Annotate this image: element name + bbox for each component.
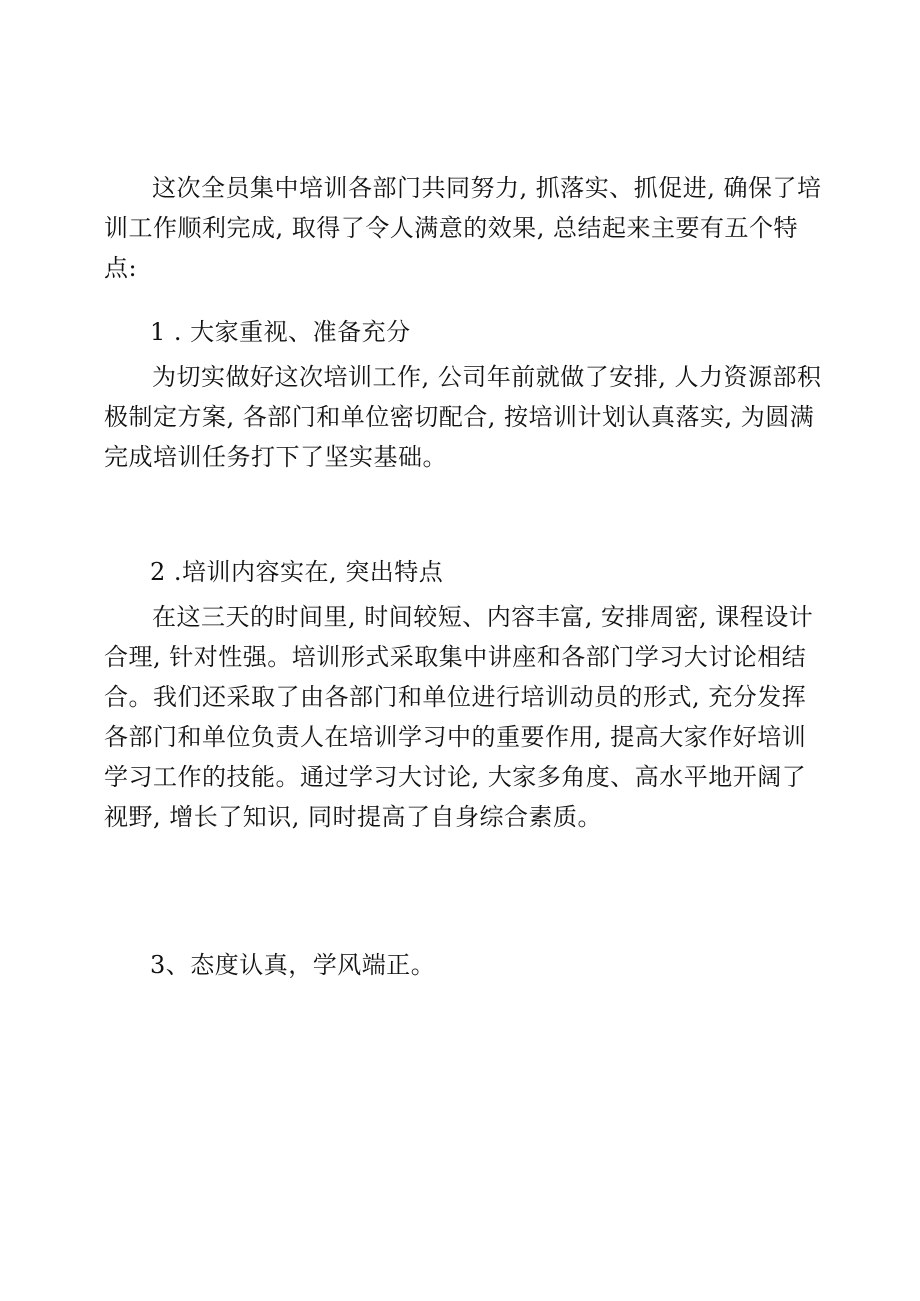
section-2-heading: 2 .培训内容实在, 突出特点 (150, 558, 444, 586)
section-3-heading: 3、态度认真，学风端正。 (150, 951, 436, 979)
section-1-heading: 1 . 大家重视、准备充分 (150, 318, 411, 346)
intro-paragraph: 这次全员集中培训各部门共同努力, 抓落实、抓促进, 确保了培训工作顺利完成, 取得了令人满意的效果, 总结起来主要有五个特点: (104, 174, 822, 282)
section-1-paragraph: 为切实做好这次培训工作, 公司年前就做了安排, 人力资源部积极制定方案, 各部门和单位密切配合, 按培训计划认真落实, 为圆满完成培训任务打下了坚实基础。 (104, 363, 822, 471)
section-2-paragraph: 在这三天的时间里, 时间较短、内容丰富, 安排周密, 课程设计合理, 针对性强。培训形式采取集中讲座和各部门学习大讨论相结合。我们还采取了由各部门和单位进行培训动员的形式, 充分发挥各部门和单位负责人在培训学习中的重要作用, 提高大家作好培训学习工作的技能。通过学习大讨论, 大家多角度、高水平地开阔了视野, 增长了知识, 同时提高了自身综合素质。 (104, 603, 814, 831)
